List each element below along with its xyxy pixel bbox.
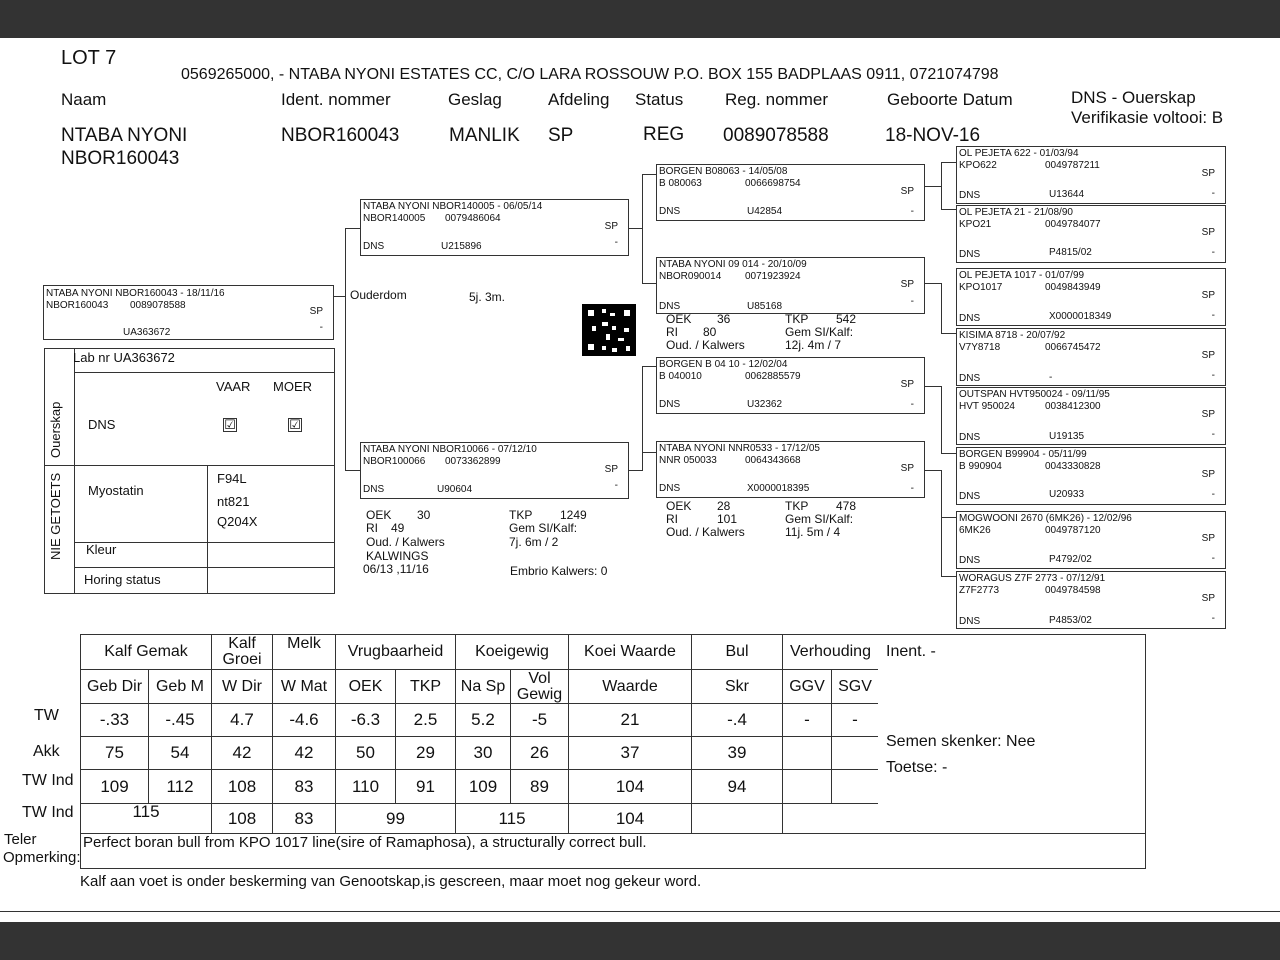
ggp-title: OL PEJETA 21 - 21/08/90: [959, 207, 1073, 218]
ggp-box-4: [956, 387, 1226, 445]
bv-cell: -6.3: [336, 704, 396, 737]
dam-tkp-label: TKP: [509, 508, 533, 522]
ggp-sp: SP: [1201, 227, 1215, 238]
dam-box: [360, 442, 629, 499]
bv-cell: 115: [81, 804, 212, 835]
ggp-sp: SP: [1201, 409, 1215, 420]
bv-cell: 109: [81, 770, 149, 804]
bv-sub-header: SGV: [832, 670, 879, 704]
table-row: [81, 804, 879, 835]
ggp-dash: -: [1211, 613, 1215, 624]
sire-sp: SP: [604, 221, 618, 232]
ggp-reg: 0066745472: [1045, 342, 1101, 353]
bv-cell: 109: [456, 770, 511, 804]
moer-checkbox-icon: ☑: [289, 417, 301, 432]
lab-dns: DNS: [88, 417, 116, 432]
sire-code: U215896: [441, 241, 482, 252]
table-row: [81, 635, 879, 670]
table-row: [81, 770, 879, 804]
gp-dns: DNS: [659, 483, 681, 494]
dam-ri-value: 49: [391, 521, 405, 535]
ggp-code: P4853/02: [1049, 615, 1092, 626]
bv-cell: 94: [692, 770, 783, 804]
table-row: [81, 670, 879, 704]
dam-tkp-value: 1249: [560, 508, 587, 522]
bv-group-header: Vrugbaarheid: [336, 635, 456, 670]
gp-id: NBOR090014: [659, 271, 722, 282]
ggp-reg: 0049784598: [1045, 585, 1101, 596]
bv-cell: 83: [273, 770, 336, 804]
ggp-dns: DNS: [959, 432, 981, 443]
row-label-akk: Akk: [33, 743, 60, 760]
bv-group-header: Koei Waarde: [569, 635, 692, 670]
label-reg: Reg. nommer: [725, 90, 828, 109]
ggp-code: -: [1049, 372, 1053, 383]
ggp-id: KPO1017: [959, 282, 1003, 293]
dam-kalwings-label: KALWINGS: [366, 549, 429, 563]
ggp-code: P4792/02: [1049, 554, 1092, 565]
opmerking-label: Opmerking:: [3, 849, 81, 866]
gp2-oud-label: Oud. / Kalwers: [666, 525, 745, 539]
lab-moer: MOER: [273, 379, 312, 394]
ggp-reg: 0049787211: [1045, 160, 1100, 171]
ggp-title: KISIMA 8718 - 20/07/92: [959, 330, 1066, 341]
label-naam: Naam: [61, 90, 107, 109]
animal-ident: NBOR160043: [281, 125, 400, 146]
bv-cell: 108: [212, 804, 273, 835]
ggp-code: X0000018349: [1049, 311, 1112, 322]
bv-cell: 4.7: [212, 704, 273, 737]
sire-reg: 0079486064: [445, 213, 501, 224]
dam-reg: 0073362899: [445, 456, 501, 467]
ouderdom-label: Ouderdom: [350, 288, 407, 302]
ggp-reg: 0049843949: [1045, 282, 1101, 293]
gp1-oek-value: 36: [717, 312, 731, 326]
lab-m2: nt821: [217, 494, 250, 509]
ggp-id: V7Y8718: [959, 342, 1001, 353]
gp1-tkp-value: 542: [836, 312, 857, 326]
animal-name: NTABA NYONI: [61, 125, 188, 146]
bv-sub-header: Na Sp: [456, 670, 511, 704]
bv-group-header: Bul: [692, 635, 783, 670]
gp1-oek-label: OEK: [666, 312, 692, 326]
bv-cell: 104: [569, 804, 692, 835]
gp-sp: SP: [900, 463, 914, 474]
gp-reg: 0062885579: [745, 371, 801, 382]
lab-m1: F94L: [217, 471, 247, 486]
bv-group-header: [212, 635, 273, 670]
lab-kleur: Kleur: [86, 542, 117, 557]
ggp-sp: SP: [1201, 350, 1215, 361]
bv-cell: 37: [569, 737, 692, 770]
ggp-dash: -: [1211, 429, 1215, 440]
ggp-dns: DNS: [959, 313, 981, 324]
gp1-tkp-label: TKP: [785, 312, 809, 326]
animal-status: REG: [643, 124, 685, 145]
gp-title: BORGEN B08063 - 14/05/08: [659, 166, 788, 177]
bv-cell: [783, 770, 832, 804]
ggp-sp: SP: [1201, 533, 1215, 544]
lab-horing: Horing status: [84, 572, 161, 587]
bv-group-header: Verhouding: [783, 635, 879, 670]
bv-cell: 42: [273, 737, 336, 770]
gp-sp: SP: [900, 379, 914, 390]
gp-dns: DNS: [659, 301, 681, 312]
dam-oek-value: 30: [417, 508, 431, 522]
lab-vaar: VAAR: [216, 379, 251, 394]
bv-sub-header: Geb Dir: [81, 670, 149, 704]
gp-dash: -: [910, 483, 914, 494]
bv-cell: 110: [336, 770, 396, 804]
dam-kalwings-dates: 06/13 ,11/16: [363, 562, 429, 576]
gp-sp: SP: [900, 186, 914, 197]
gp2-gem-label: Gem SI/Kalf:: [785, 512, 854, 526]
lab-ouerskap: Ouerskap: [48, 401, 63, 458]
ggp-sp: SP: [1201, 593, 1215, 604]
gp2-oek-label: OEK: [666, 499, 692, 513]
ggp-reg: 0038412300: [1045, 401, 1101, 412]
gp-sp: SP: [900, 279, 914, 290]
dam-dash: -: [614, 480, 618, 491]
ggp-box-0: [956, 146, 1226, 204]
ggp-dns: DNS: [959, 373, 981, 384]
label-afdeling: Afdeling: [548, 90, 610, 109]
ggp-sp: SP: [1201, 168, 1215, 179]
ouderdom-value: 5j. 3m.: [469, 290, 506, 304]
dam-code: U90604: [437, 484, 473, 495]
ggp-dns: DNS: [959, 616, 981, 627]
gp-box-0: [656, 164, 925, 221]
lab-nr: Lab nr UA363672: [73, 350, 175, 365]
gp-box-2: [656, 357, 925, 414]
gp-code: U42854: [747, 206, 783, 217]
gp2-ri-value: 101: [717, 512, 738, 526]
ggp-dns: DNS: [959, 249, 981, 260]
gp-code: U85168: [747, 301, 783, 312]
bv-cell: 2.5: [396, 704, 456, 737]
dam-sp: SP: [604, 464, 618, 475]
toetse: Toetse: -: [886, 759, 948, 776]
row-label-twind-2: TW Ind: [22, 804, 74, 821]
bv-cell: 89: [511, 770, 569, 804]
bv-cell: 104: [569, 770, 692, 804]
gp1-ri-label: RI: [666, 325, 678, 339]
subject-title: NTABA NYONI NBOR160043 - 18/11/16: [46, 288, 225, 299]
ggp-code: P4815/02: [1049, 247, 1092, 258]
animal-reg: 0089078588: [723, 125, 829, 146]
ggp-title: OL PEJETA 622 - 01/03/94: [959, 148, 1079, 159]
bv-cell: -.45: [149, 704, 212, 737]
bottom-bar: [0, 922, 1280, 960]
ggp-title: WORAGUS Z7F 2773 - 07/12/91: [959, 573, 1106, 584]
gp-dash: -: [910, 296, 914, 307]
ggp-code: U13644: [1049, 189, 1085, 200]
ggp-code: U20933: [1049, 489, 1085, 500]
top-bar: [0, 0, 1280, 38]
label-geslag: Geslag: [448, 90, 502, 109]
bv-cell: 42: [212, 737, 273, 770]
ggp-dash: -: [1211, 310, 1215, 321]
bv-cell: 91: [396, 770, 456, 804]
gp-code: U32362: [747, 399, 783, 410]
ggp-code: U19135: [1049, 431, 1085, 442]
ggp-id: B 990904: [959, 461, 1002, 472]
ggp-dash: -: [1211, 370, 1215, 381]
label-geboorte: Geboorte Datum: [887, 90, 1013, 109]
gp1-oud-value: 12j. 4m / 7: [785, 338, 842, 352]
ggp-sp: SP: [1201, 290, 1215, 301]
label-status: Status: [635, 90, 684, 109]
table-row: [81, 704, 879, 737]
gp2-oek-value: 28: [717, 499, 731, 513]
ggp-id: 6MK26: [959, 525, 991, 536]
label-ident: Ident. nommer: [281, 90, 391, 109]
bv-sub-header: OEK: [336, 670, 396, 704]
remarks-text: Perfect boran bull from KPO 1017 line(sire of Ramaphosa), a structurally correct bull.: [83, 834, 647, 851]
ggp-title: OL PEJETA 1017 - 01/07/99: [959, 270, 1085, 281]
animal-afdeling: SP: [548, 125, 574, 146]
lab-myostatin: Myostatin: [88, 483, 144, 498]
bv-cell: 112: [149, 770, 212, 804]
bv-cell: [832, 737, 879, 770]
ggp-box-7: [956, 571, 1226, 629]
animal-born: 18-NOV-16: [885, 125, 981, 146]
animal-geslag: MANLIK: [449, 125, 520, 146]
gp-title: NTABA NYONI 09 014 - 20/10/09: [659, 259, 807, 270]
ggp-title: MOGWOONI 2670 (6MK26) - 12/02/96: [959, 513, 1132, 524]
bv-sub-header: W Mat: [273, 670, 336, 704]
bv-cell: 75: [81, 737, 149, 770]
bv-cell: -: [783, 704, 832, 737]
gp-code: X0000018395: [747, 483, 810, 494]
ggp-dash: -: [1211, 489, 1215, 500]
sire-box: [360, 199, 629, 256]
ggp-title: OUTSPAN HVT950024 - 09/11/95: [959, 389, 1110, 400]
bv-cell: -.4: [692, 704, 783, 737]
gp-dns: DNS: [659, 206, 681, 217]
subject-code: UA363672: [123, 327, 171, 338]
ggp-reg: 0049784077: [1045, 219, 1101, 230]
bv-group-header: Koeigewig: [456, 635, 569, 670]
ggp-title: BORGEN B99904 - 05/11/99: [959, 449, 1087, 460]
gp-box-3: [656, 441, 925, 498]
bv-sub-header: TKP: [396, 670, 456, 704]
bv-cell: [783, 804, 879, 835]
bv-cell: -.33: [81, 704, 149, 737]
bv-cell: 108: [212, 770, 273, 804]
dam-id: NBOR100066: [363, 456, 426, 467]
ggp-sp: SP: [1201, 469, 1215, 480]
gp1-gem-label: Gem SI/Kalf:: [785, 325, 854, 339]
bv-cell: 50: [336, 737, 396, 770]
bv-sub-header: GGV: [783, 670, 832, 704]
dam-embrio: Embrio Kalwers: 0: [510, 564, 608, 578]
sire-id: NBOR140005: [363, 213, 426, 224]
bv-cell: 83: [273, 804, 336, 835]
bv-cell: -4.6: [273, 704, 336, 737]
lot-number: LOT 7: [61, 47, 117, 69]
animal-id-line2: NBOR160043: [61, 148, 180, 169]
vaar-checkbox-icon: ☑: [224, 417, 236, 432]
bv-sub-header: Waarde: [569, 670, 692, 704]
subject-box: [43, 285, 334, 340]
gp-title: NTABA NYONI NNR0533 - 17/12/05: [659, 443, 820, 454]
sire-dash: -: [614, 237, 618, 248]
ggp-box-3: [956, 328, 1226, 386]
footer-rule: [0, 911, 1280, 912]
bv-group-header-text: Kalf Groei: [222, 635, 262, 668]
gp2-oud-value: 11j. 5m / 4: [785, 525, 841, 539]
bv-cell: 26: [511, 737, 569, 770]
table-row: [81, 737, 879, 770]
gp-dns: DNS: [659, 399, 681, 410]
dns-ouerskap: DNS - Ouerskap: [1071, 88, 1196, 107]
gp-title: BORGEN B 04 10 - 12/02/04: [659, 359, 788, 370]
dam-title: NTABA NYONI NBOR10066 - 07/12/10: [363, 444, 537, 455]
ggp-dns: DNS: [959, 190, 981, 201]
lab-nie-getoets: NIE GETOETS: [48, 472, 63, 560]
bv-cell: -: [832, 704, 879, 737]
row-label-twind: TW Ind: [22, 772, 74, 789]
ggp-id: Z7F2773: [959, 585, 1000, 596]
gp-reg: 0064343668: [745, 455, 801, 466]
bv-cell: [783, 737, 832, 770]
dam-gem-label: Gem SI/Kalf:: [509, 521, 578, 535]
ggp-id: KPO622: [959, 160, 997, 171]
inent: Inent. -: [886, 643, 936, 660]
dam-oud-label: Oud. / Kalwers: [366, 535, 445, 549]
dam-dns: DNS: [363, 484, 385, 495]
bv-cell: 115: [456, 804, 569, 835]
qr-code-icon: [582, 304, 636, 356]
gp-id: NNR 050033: [659, 455, 717, 466]
subject-id: NBOR160043: [46, 300, 109, 311]
gp1-ri-value: 80: [703, 325, 717, 339]
gp-dash: -: [910, 206, 914, 217]
ggp-box-5: [956, 447, 1226, 505]
dam-oek-label: OEK: [366, 508, 392, 522]
subject-reg: 0089078588: [130, 300, 186, 311]
teler-label: Teler: [4, 831, 37, 848]
breeding-values-table: [80, 634, 879, 835]
dns-verifikasie: Verifikasie voltooi: B: [1071, 108, 1224, 127]
ggp-id: HVT 950024: [959, 401, 1015, 412]
row-label-tw: TW: [34, 707, 59, 724]
bv-group-header: Kalf Gemak: [81, 635, 212, 670]
lab-m3: Q204X: [217, 514, 258, 529]
ggp-dns: DNS: [959, 555, 981, 566]
bv-cell: 29: [396, 737, 456, 770]
semen-skenker: Semen skenker: Nee: [886, 733, 1036, 750]
ggp-dash: -: [1211, 188, 1215, 199]
subject-sp: SP: [309, 306, 323, 317]
gp-id: B 040010: [659, 371, 702, 382]
ggp-box-1: [956, 205, 1226, 263]
ggp-id: KPO21: [959, 219, 992, 230]
gp-reg: 0071923924: [745, 271, 801, 282]
bv-sub-header: Geb M: [149, 670, 212, 704]
bv-cell: 5.2: [456, 704, 511, 737]
ggp-reg: 0043330828: [1045, 461, 1101, 472]
ggp-dash: -: [1211, 553, 1215, 564]
sire-dns: DNS: [363, 241, 385, 252]
bv-cell: 39: [692, 737, 783, 770]
bv-cell: 54: [149, 737, 212, 770]
bv-sub-header: Skr: [692, 670, 783, 704]
ggp-dns: DNS: [959, 491, 981, 502]
bv-sub-header-text: Vol Gewig: [516, 669, 563, 703]
gp-dash: -: [910, 399, 914, 410]
ggp-dash: -: [1211, 247, 1215, 258]
gp-reg: 0066698754: [745, 178, 801, 189]
bv-group-header: Melk: [273, 635, 336, 670]
gp-box-1: [656, 257, 925, 314]
gp2-tkp-value: 478: [836, 499, 857, 513]
bv-cell: [692, 804, 783, 835]
bv-cell: 21: [569, 704, 692, 737]
gp2-tkp-label: TKP: [785, 499, 809, 513]
bv-sub-header: W Dir: [212, 670, 273, 704]
footer-note: Kalf aan voet is onder beskerming van Genootskap,is gescreen, maar moet nog gekeur word.: [80, 873, 702, 890]
ggp-reg: 0049787120: [1045, 525, 1101, 536]
gp2-ri-label: RI: [666, 512, 678, 526]
bv-cell: 99: [336, 804, 456, 835]
bv-cell: -5: [511, 704, 569, 737]
gp1-oud-label: Oud. / Kalwers: [666, 338, 745, 352]
ggp-box-2: [956, 268, 1226, 326]
bv-sub-header: [511, 670, 569, 704]
bv-cell: 30: [456, 737, 511, 770]
sire-title: NTABA NYONI NBOR140005 - 06/05/14: [363, 201, 543, 212]
bv-cell: [832, 770, 879, 804]
owner-address: 0569265000, - NTABA NYONI ESTATES CC, C/O LARA ROSSOUW P.O. BOX 155 BADPLAAS 0911, 0721074798: [181, 66, 999, 83]
gp-id: B 080063: [659, 178, 702, 189]
dam-ri-label: RI: [366, 521, 378, 535]
dam-oud-value: 7j. 6m / 2: [509, 535, 559, 549]
ggp-box-6: [956, 511, 1226, 569]
subject-dash: -: [319, 322, 323, 333]
